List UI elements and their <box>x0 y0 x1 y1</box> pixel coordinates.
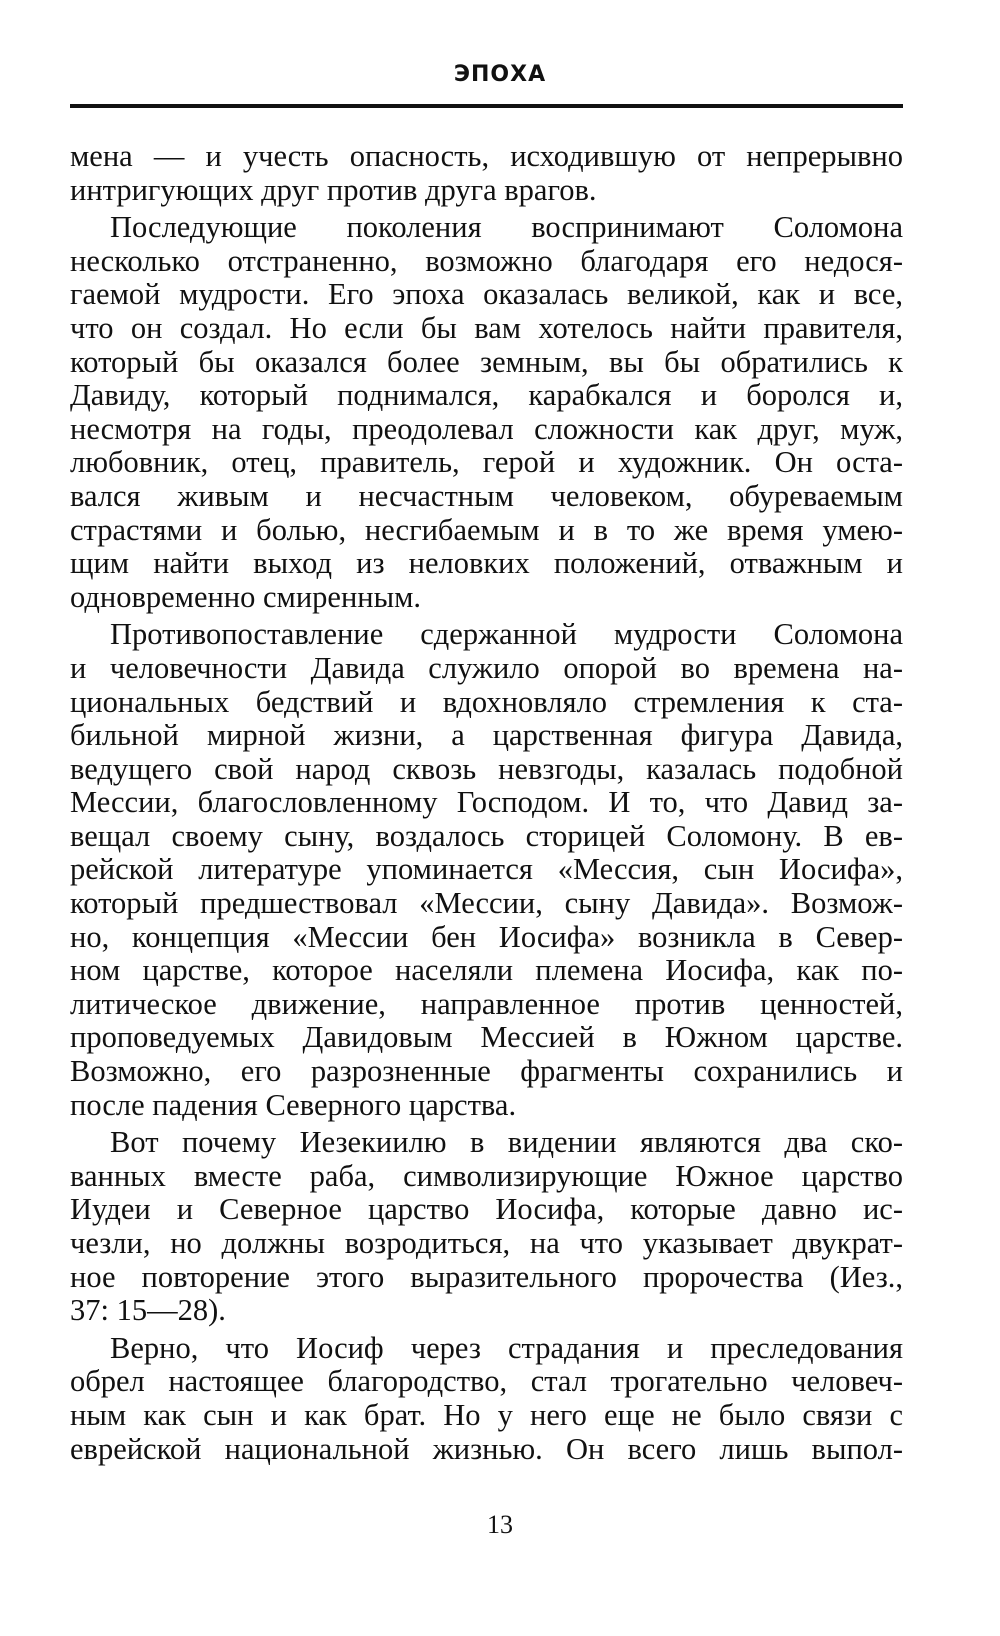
text-line: гаемой мудрости. Его эпоха оказалась великой, как и все, <box>70 277 903 312</box>
text-line: Иудеи и Северное царство Иосифа, которые давно ис- <box>70 1192 903 1227</box>
text-line: одновременно смиренным. <box>70 579 422 614</box>
text-line: ванных вместе раба, символизирующие Южное царство <box>70 1158 903 1193</box>
text-line: что он создал. Но если бы вам хотелось найти правителя, <box>70 310 903 345</box>
text-line: обрел настоящее благородство, стал трогательно человеч- <box>70 1364 903 1399</box>
text-line: несмотря на годы, преодолевал сложности как друг, муж, <box>70 411 903 446</box>
text-line: мена — и учесть опасность, исходившую от непрерывно <box>70 139 903 173</box>
header-rule <box>70 104 903 108</box>
text-line: ведущего свой народ сквозь невзгоды, казалась подобной <box>70 751 903 786</box>
text-line: чезли, но должны возродиться, на что указывает двукрат- <box>70 1226 903 1260</box>
text-line: вещал своему сыну, воздалось сторицей Соломону. В ев- <box>70 818 903 853</box>
text-line: циональных бедствий и вдохновляло стремления к ста- <box>70 684 903 719</box>
text-line: Вот почему Иезекиилю в видении являются два ско- <box>110 1125 903 1160</box>
text-line: и человечности Давида служило опорой во времена на- <box>70 650 903 685</box>
text-line: который предшествовал «Мессии, сыну Давида». Возмож- <box>70 886 903 921</box>
text-line: щим найти выход из неловких положений, отважным и <box>70 546 903 581</box>
paragraph <box>70 1332 903 1466</box>
text-line: ное повторение этого выразительного пророчества (Иез., <box>70 1259 903 1294</box>
paragraph <box>70 618 903 1122</box>
text-line: Возможно, его разрозненные фрагменты сохранились и <box>70 1054 903 1089</box>
text-line: ном царстве, которое населяли племена Иосифа, как по- <box>70 953 903 988</box>
text-line: рейской литературе упоминается «Мессия, сын Иосифа», <box>70 852 903 887</box>
text-line: ным как сын и как брат. Но у него еще не было связи с <box>70 1397 903 1432</box>
body-text <box>70 140 903 1470</box>
text-line: проповедуемых Давидовым Мессией в Южном царстве. <box>70 1020 903 1055</box>
text-line: но, концепция «Мессии бен Иосифа» возникла в Север- <box>70 919 903 954</box>
text-line: литическое движение, направленное против ценностей, <box>70 986 903 1021</box>
page-number: 13 <box>487 1510 513 1539</box>
text-line: Верно, что Иосиф через страдания и преследования <box>110 1330 903 1365</box>
text-line: несколько отстраненно, возможно благодаря его недося- <box>70 243 903 278</box>
text-line: Давиду, который поднимался, карабкался и боролся и, <box>70 378 903 413</box>
running-header: ЭПОХА <box>453 62 547 87</box>
text-line: еврейской национальной жизнью. Он всего лишь выпол- <box>70 1431 903 1466</box>
paragraph <box>70 211 903 614</box>
text-line: который бы оказался более земным, вы бы обратились к <box>70 344 903 379</box>
text-line: Противопоставление сдержанной мудрости Соломона <box>110 617 903 652</box>
text-line: страстями и болью, несгибаемым и в то же время умею- <box>70 512 903 547</box>
paragraph <box>70 140 903 207</box>
text-line: любовник, отец, правитель, герой и художник. Он оста- <box>70 445 903 480</box>
text-line: вался живым и несчастным человеком, обуреваемым <box>70 478 903 513</box>
paragraph <box>70 1126 903 1328</box>
text-line: бильной мирной жизни, а царственная фигура Давида, <box>70 718 903 753</box>
text-line: Мессии, благословленному Господом. И то, что Давид за- <box>70 785 903 820</box>
text-line: Последующие поколения воспринимают Соломона <box>110 210 903 245</box>
text-line: интригующих друг против друга врагов. <box>70 172 597 207</box>
text-line: 37: 15—28). <box>70 1293 226 1328</box>
text-line: после падения Северного царства. <box>70 1087 517 1122</box>
